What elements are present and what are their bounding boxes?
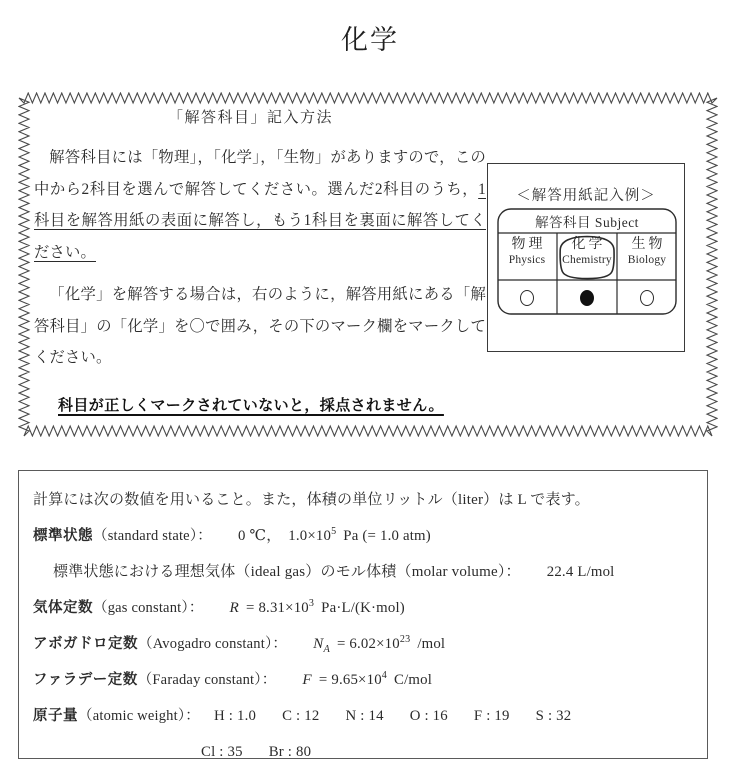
instructions-paragraph-1 xyxy=(34,142,486,268)
subject-cell-physics[interactable] xyxy=(497,236,557,267)
faraday-value: = $9.65\times 10^4$ xyxy=(318,670,388,688)
faraday-unit: C/mol xyxy=(394,672,433,688)
avogadro-label-en: （Avogadro constant）： xyxy=(138,636,288,652)
subject-cell-biology-en: Biology xyxy=(627,254,667,266)
constants-atomic-weights xyxy=(33,698,697,734)
instructions-paragraph-1-text: 解答科目には「物理」，「化学」，「生物」がありますので，この中から2科目を選んで解答してください。選んだ2科目のうち， xyxy=(34,149,486,198)
subject-cell-biology-jp: 生物 xyxy=(631,237,666,252)
instructions-paragraph-1-underlined: 1科目を解答用紙の表面に解答し，もう1科目を裏面に解答してください。 xyxy=(34,180,486,261)
atomic-weight-s: S : 32 xyxy=(535,708,572,724)
atomic-weight-o: O : 16 xyxy=(409,708,448,724)
faraday-exponent: 4 xyxy=(381,670,388,682)
bubble-biology[interactable] xyxy=(640,290,654,306)
constants-content xyxy=(33,482,697,770)
constants-avogadro xyxy=(33,626,697,662)
instructions-body xyxy=(34,142,486,374)
subject-cell-chemistry-jp: 化学 xyxy=(571,237,606,252)
constants-gas-constant xyxy=(33,590,697,626)
avogadro-exponent: 23 xyxy=(399,634,411,646)
avogadro-symbol-subscript: A xyxy=(323,644,330,656)
gas-constant-label-en: （gas constant）： xyxy=(93,600,204,616)
instructions-content xyxy=(28,106,708,426)
constants-molar-volume xyxy=(33,554,697,590)
bubble-chemistry-filled[interactable] xyxy=(580,290,594,306)
faraday-label-jp: ファラデー定数 xyxy=(33,672,138,688)
answer-sheet-example-box xyxy=(487,163,685,352)
standard-state-temperature: 0 ℃， xyxy=(237,528,282,544)
atomic-weight-f: F : 19 xyxy=(473,708,510,724)
constants-faraday xyxy=(33,662,697,698)
subject-cell-physics-jp: 物理 xyxy=(511,237,546,252)
avogadro-unit: /mol xyxy=(417,636,446,652)
instructions-heading: 「解答科目」記入方法 xyxy=(167,110,333,126)
gas-constant-label-jp: 気体定数 xyxy=(33,600,93,616)
faraday-label-en: （Faraday constant）： xyxy=(137,672,277,688)
avogadro-value: = $6.02\times 10^{23}$ xyxy=(336,634,411,652)
constants-box xyxy=(18,470,708,759)
standard-state-label-en: （standard state）： xyxy=(93,528,212,544)
atomic-weight-br: Br : 80 xyxy=(268,744,312,760)
atomic-weight-n: N : 14 xyxy=(345,708,384,724)
atomic-weight-label-jp: 原子量 xyxy=(33,708,78,724)
subject-table-header: 解答科目 Subject xyxy=(535,215,639,230)
faraday-symbol: F xyxy=(302,671,312,688)
subject-cell-chemistry[interactable] xyxy=(557,236,617,267)
gas-constant-symbol: R xyxy=(229,599,240,616)
subject-cell-biology[interactable] xyxy=(617,236,677,267)
subject-bubble-row xyxy=(497,282,677,315)
bubble-physics[interactable] xyxy=(520,290,534,306)
molar-volume-value: 22.4 L/mol xyxy=(546,564,615,580)
page-title: 化学 xyxy=(341,25,399,56)
gas-constant-unit: Pa·L/(K·mol) xyxy=(321,600,405,616)
standard-state-label-jp: 標準状態 xyxy=(33,528,93,544)
standard-state-pressure: $1.0\times 10^5$ xyxy=(288,526,337,544)
subject-cell-chemistry-en: Chemistry xyxy=(562,254,612,266)
atomic-weight-label-en: （atomic weight）： xyxy=(78,708,200,724)
standard-state-pressure-unit: Pa (= 1.0 atm) xyxy=(343,528,431,544)
constants-intro: 計算には次の数値を用いること。また，体積の単位リットル（liter）は L で表す。 xyxy=(33,492,590,508)
standard-state-pressure-exponent: 5 xyxy=(331,526,337,538)
gas-constant-value: = $8.31\times 10^3$ xyxy=(246,598,315,616)
avogadro-symbol: $N_A$ xyxy=(313,635,330,656)
instructions-warning: 科目が正しくマークされていないと，採点されません。 xyxy=(58,396,444,414)
atomic-weight-h: H : 1.0 xyxy=(214,708,257,724)
avogadro-label-jp: アボガドロ定数 xyxy=(33,636,138,652)
subject-cell-physics-en: Physics xyxy=(508,254,546,266)
molar-volume-text: 標準状態における理想気体（ideal gas）のモル体積（molar volume）： xyxy=(53,564,521,580)
atomic-weight-cl: Cl : 35 xyxy=(201,744,243,760)
constants-atomic-weights-row2 xyxy=(33,734,697,770)
constants-standard-state xyxy=(33,518,697,554)
gas-constant-exponent: 3 xyxy=(308,598,315,610)
atomic-weight-c: C : 12 xyxy=(282,708,320,724)
instructions-zigzag-box xyxy=(18,92,718,437)
answer-sheet-example-caption: ＜解答用紙記入例＞ xyxy=(516,188,656,204)
instructions-paragraph-2: 「化学」を解答する場合は，右のように，解答用紙にある「解答科目」の「化学」を〇で囲み，その下のマーク欄をマークしてください。 xyxy=(34,286,486,366)
subject-selection-table xyxy=(497,208,677,315)
